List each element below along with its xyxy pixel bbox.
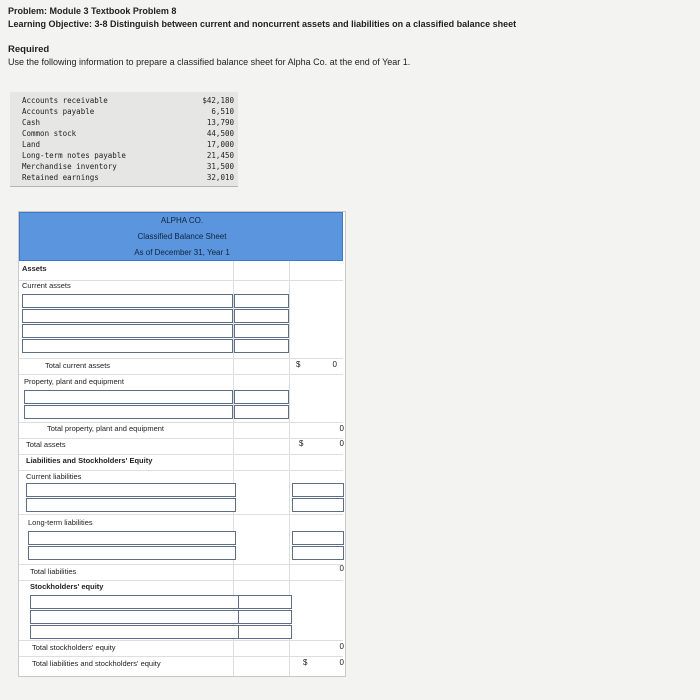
total-current-assets-label: Total current assets	[45, 361, 111, 370]
dollar-sign: $	[303, 658, 308, 667]
lt-liability-amount-input-1[interactable]	[292, 531, 344, 545]
row-divider	[19, 564, 343, 565]
info-label: Long-term notes payable	[22, 151, 126, 160]
ppe-name-input-2[interactable]	[24, 405, 233, 419]
row-divider	[19, 422, 343, 423]
current-asset-amount-input-4[interactable]	[234, 339, 289, 353]
info-label: Accounts receivable	[22, 96, 108, 105]
ppe-name-input-1[interactable]	[24, 390, 233, 404]
current-liabilities-label: Current liabilities	[26, 472, 82, 481]
row-divider	[19, 374, 343, 375]
current-asset-name-input-1[interactable]	[22, 294, 233, 308]
row-divider	[19, 656, 343, 657]
sheet-title: Classified Balance Sheet	[137, 232, 227, 241]
equity-amount-input-3[interactable]	[238, 625, 292, 639]
dollar-sign: $	[296, 360, 301, 369]
row-divider	[19, 454, 343, 455]
total-liabilities-value: 0	[339, 564, 344, 573]
current-liability-name-input-2[interactable]	[26, 498, 236, 512]
equity-amount-input-1[interactable]	[238, 595, 292, 609]
total-liab-equity-label: Total liabilities and stockholders' equity	[32, 659, 161, 668]
total-ppe-value: 0	[339, 424, 344, 433]
row-divider	[19, 358, 343, 359]
current-asset-name-input-2[interactable]	[22, 309, 233, 323]
current-liability-amount-input-1[interactable]	[292, 483, 344, 497]
row-divider	[19, 514, 343, 515]
info-row	[22, 140, 234, 151]
info-row	[22, 96, 234, 107]
lt-liability-name-input-1[interactable]	[28, 531, 236, 545]
info-row	[22, 173, 234, 184]
required-heading: Required	[8, 44, 50, 55]
current-liability-amount-input-2[interactable]	[292, 498, 344, 512]
lt-liability-amount-input-2[interactable]	[292, 546, 344, 560]
total-assets-label: Total assets	[26, 440, 66, 449]
info-label: Retained earnings	[22, 173, 99, 182]
info-value: 44,500	[206, 129, 234, 138]
info-row	[22, 129, 234, 140]
total-liab-equity-value: 0	[339, 658, 344, 667]
total-ppe-label: Total property, plant and equipment	[47, 424, 165, 433]
learning-objective: Learning Objective: 3-8 Distinguish between current and noncurrent assets and liabilities on a classified balance sheet	[8, 19, 517, 29]
info-label: Common stock	[22, 129, 77, 138]
info-row	[22, 107, 234, 118]
current-asset-amount-input-2[interactable]	[234, 309, 289, 323]
total-equity-value: 0	[339, 642, 344, 651]
lt-liability-name-input-2[interactable]	[28, 546, 236, 560]
dollar-sign: $	[299, 439, 304, 448]
stockholders-equity-heading: Stockholders' equity	[30, 582, 104, 591]
info-label: Accounts payable	[22, 107, 95, 116]
sheet-date: As of December 31, Year 1	[134, 248, 230, 257]
current-asset-amount-input-3[interactable]	[234, 324, 289, 338]
row-divider	[19, 470, 343, 471]
info-value: 13,790	[206, 118, 234, 127]
info-value: 31,500	[206, 162, 234, 171]
row-divider	[19, 438, 343, 439]
info-value: 6,510	[211, 107, 234, 116]
total-assets-value: 0	[339, 439, 344, 448]
ppe-amount-input-2[interactable]	[234, 405, 289, 419]
balance-sheet-form	[18, 211, 346, 677]
info-value: 17,000	[206, 140, 234, 149]
total-equity-label: Total stockholders' equity	[32, 643, 116, 652]
current-asset-name-input-4[interactable]	[22, 339, 233, 353]
company-name: ALPHA CO.	[160, 216, 204, 225]
liabilities-equity-heading: Liabilities and Stockholders' Equity	[26, 456, 153, 465]
row-divider	[19, 640, 343, 641]
equity-amount-input-2[interactable]	[238, 610, 292, 624]
ppe-amount-input-1[interactable]	[234, 390, 289, 404]
info-row	[22, 162, 234, 173]
info-label: Cash	[22, 118, 41, 127]
info-value: 21,450	[206, 151, 234, 160]
total-liabilities-label: Total liabilities	[30, 567, 77, 576]
assets-heading: Assets	[22, 264, 47, 273]
info-row	[22, 151, 234, 162]
problem-title: Problem: Module 3 Textbook Problem 8	[8, 6, 177, 16]
current-liability-name-input-1[interactable]	[26, 483, 236, 497]
info-value: 32,010	[206, 173, 234, 182]
info-label: Land	[22, 140, 41, 149]
row-divider	[19, 580, 343, 581]
info-label: Merchandise inventory	[22, 162, 117, 171]
current-assets-label: Current assets	[22, 281, 71, 290]
current-asset-amount-input-1[interactable]	[234, 294, 289, 308]
info-row	[22, 118, 234, 129]
long-term-liabilities-label: Long-term liabilities	[28, 518, 93, 527]
instruction-text: Use the following information to prepare a classified balance sheet for Alpha Co. at the end of Year 1.	[8, 57, 411, 67]
info-value: $42,180	[202, 96, 234, 105]
info-table	[10, 92, 238, 187]
current-asset-name-input-3[interactable]	[22, 324, 233, 338]
ppe-label: Property, plant and equipment	[24, 377, 124, 386]
total-current-assets-value: 0	[332, 360, 337, 369]
